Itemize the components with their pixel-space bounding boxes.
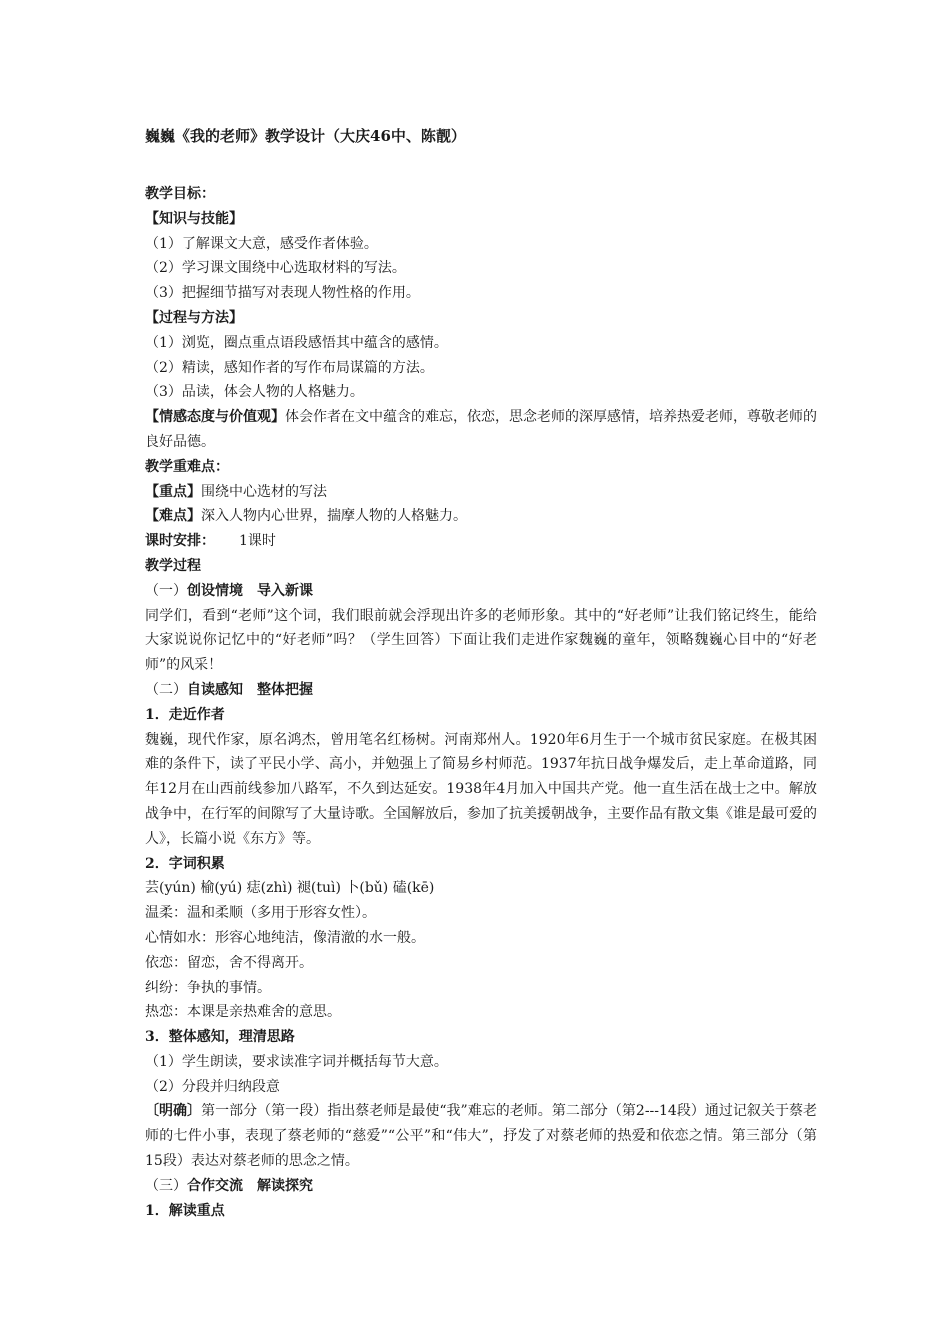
difficulty-line xyxy=(145,504,817,529)
document-title: 巍巍《我的老师》教学设计（大庆46中、陈靓） xyxy=(145,127,466,145)
section-3-title: 合作交流 解读探究 xyxy=(187,1177,313,1194)
emotion-values-text: 体会作者在文中蕴含的难忘，依恋，思念老师的深厚感情，培养热爱老师，尊敬老师的良好品德。 xyxy=(145,409,817,450)
difficulty-text: 深入人物内心世界，揣摩人物的人格魅力。 xyxy=(201,508,467,525)
knowledge-item: （2）学习课文围绕中心选取材料的写法。 xyxy=(145,260,406,277)
difficulty-label: 【难点】 xyxy=(145,508,201,525)
vocab-heading: 2．字词积累 xyxy=(145,855,225,872)
section-3-heading xyxy=(145,1174,817,1199)
keypoints-heading: 教学重难点： xyxy=(145,458,229,475)
section-1-number: （一） xyxy=(145,582,187,599)
objectives-heading: 教学目标： xyxy=(145,186,215,202)
section-2-title: 自读感知 整体把握 xyxy=(187,681,313,698)
section-1-title: 创设情境 导入新课 xyxy=(187,582,313,599)
key-point-line xyxy=(145,480,817,505)
schedule-label: 课时安排： xyxy=(145,533,215,550)
process-methods-heading: 【过程与方法】 xyxy=(145,309,243,326)
process-item: （2）精读，感知作者的写作布局谋篇的方法。 xyxy=(145,359,434,376)
knowledge-skills-heading: 【知识与技能】 xyxy=(145,210,243,227)
clarify-label: 〔明确〕 xyxy=(145,1103,202,1120)
clarify-text: 第一部分（第一段）指出蔡老师是最使“我”难忘的老师。第二部分（第2---14段）通过记叙关于蔡老师的七件小事，表现了蔡老师的“慈爱”“公平”和“伟大”，抒发了对蔡老师的热爱和依恋之情。第三部分（第15段）表达对蔡老师的思念之情。 xyxy=(145,1103,818,1170)
vocab-item: 热恋：本课是亲热难舍的意思。 xyxy=(145,1004,341,1021)
process-item: （1）浏览，圈点重点语段感悟其中蕴含的感情。 xyxy=(145,334,448,351)
overall-item: （1）学生朗读，要求读准字词并概括每节大意。 xyxy=(145,1053,448,1070)
teaching-process-heading: 教学过程 xyxy=(145,557,201,574)
emotion-values-label: 【情感态度与价值观】 xyxy=(145,409,285,426)
vocab-item: 纠纷：争执的事情。 xyxy=(145,979,271,996)
emotion-values-paragraph xyxy=(145,405,817,455)
document-body xyxy=(145,126,817,1223)
clarify-paragraph xyxy=(145,1099,817,1173)
author-text: 魏巍，现代作家，原名鸿杰，曾用笔名红杨树。河南郑州人。1920年6月生于一个城市贫民家庭。在极其困难的条件下，读了平民小学、高小，并勉强上了简易乡村师范。1937年抗日战争爆发后，走上革命道路，同年12月在山西前线参加八路军，不久到达延安。1938年4月加入中国共产党。他一直生活在战士之中。解放战争中，在行军的间隙写了大量诗歌。全国解放后，参加了抗美援朝战争，主要作品有散文集《谁是最可爱的人》，长篇小说《东方》等。 xyxy=(145,731,817,847)
overall-heading: 3．整体感知，理清思路 xyxy=(145,1029,295,1046)
section-2-heading xyxy=(145,678,817,703)
key-point-text: 围绕中心选材的写法 xyxy=(201,483,327,500)
process-item: （3）品读，体会人物的人格魅力。 xyxy=(145,384,364,401)
section-2-number: （二） xyxy=(145,681,187,698)
schedule-value: 1课时 xyxy=(239,533,276,550)
key-point-label: 【重点】 xyxy=(145,483,201,500)
schedule-line xyxy=(145,529,817,554)
knowledge-item: （3）把握细节描写对表现人物性格的作用。 xyxy=(145,285,420,302)
vocab-pinyin: 芸(yún) 榆(yú) 痣(zhì) 褪(tuì) 卜(bǔ) 磕(kē) xyxy=(145,880,435,897)
vocab-item: 温柔：温和柔顺（多用于形容女性）。 xyxy=(145,905,376,922)
vocab-item: 心情如水：形容心地纯洁，像清澈的水一般。 xyxy=(145,929,425,946)
vocab-item: 依恋：留恋，舍不得离开。 xyxy=(145,954,313,971)
section-1-text: 同学们，看到“老师”这个词，我们眼前就会浮现出许多的老师形象。其中的“好老师”让我们铭记终生，能给大家说说你记忆中的“好老师”吗？（学生回答）下面让我们走进作家魏巍的童年，领略魏巍心目中的“好老师”的风采！ xyxy=(145,607,817,674)
overall-item: （2）分段并归纳段意 xyxy=(145,1078,280,1095)
section-1-heading xyxy=(145,579,817,604)
knowledge-item: （1）了解课文大意，感受作者体验。 xyxy=(145,235,378,252)
section-3-number: （三） xyxy=(145,1177,187,1194)
author-heading: 1．走近作者 xyxy=(145,706,225,723)
section-3-sub1-heading: 1．解读重点 xyxy=(145,1202,225,1219)
